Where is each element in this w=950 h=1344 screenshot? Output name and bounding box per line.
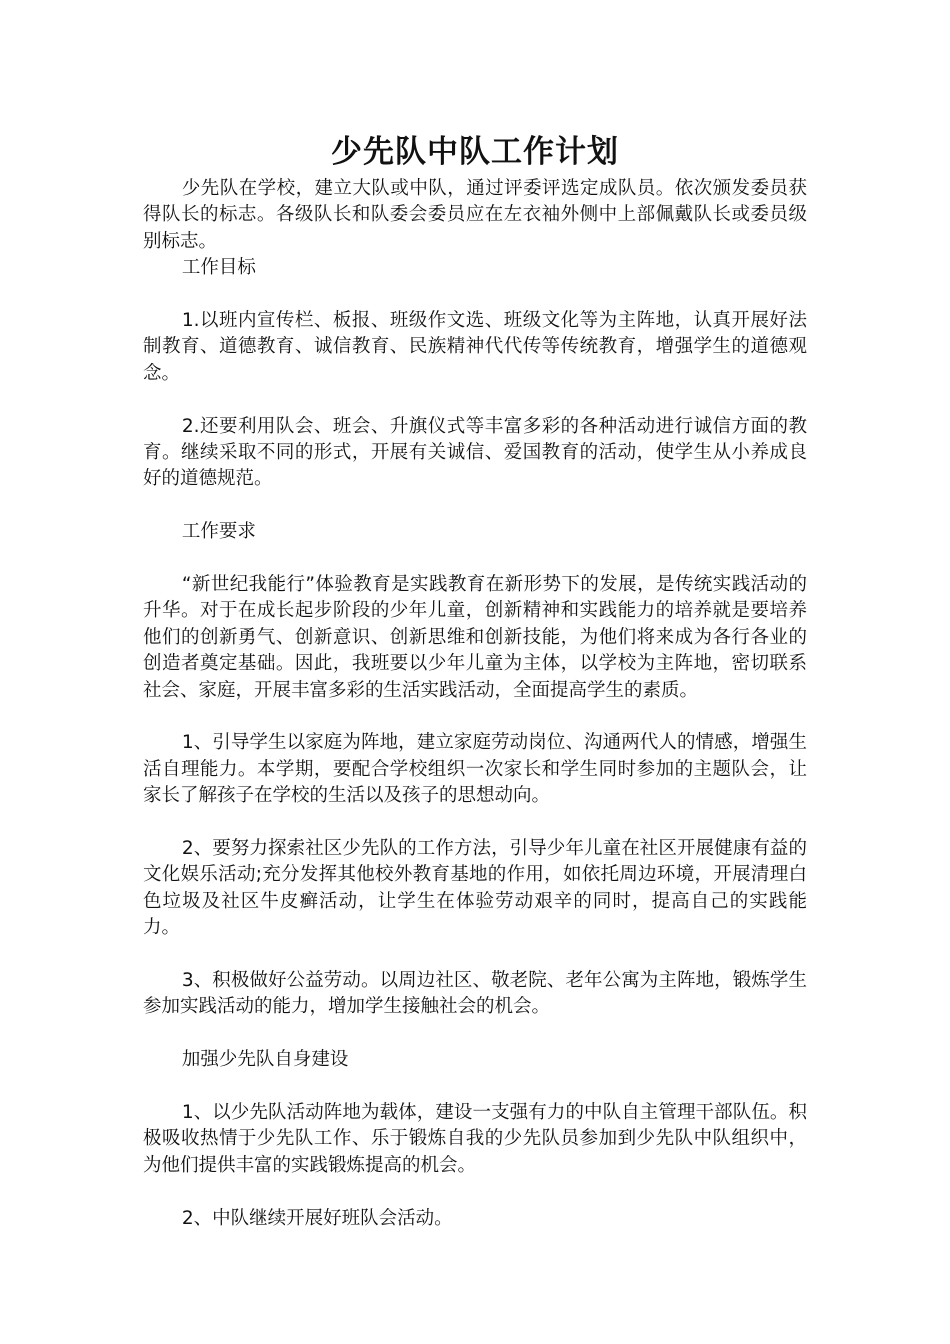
- heading-self-building: 加强少先队自身建设: [181, 1049, 349, 1071]
- paragraph-building-1: 1、以少先队活动阵地为载体，建设一支强有力的中队自主管理干部队伍。积极吸收热情于少先队工作、乐于锻炼自我的少先队员参加到少先队中队组织中，为他们提供丰富的实践锻炼提高的机会。: [143, 1102, 807, 1176]
- paragraph-building-2: 2、中队继续开展好班队会活动。: [181, 1207, 453, 1229]
- paragraph-requirement-2: 2、要努力探索社区少先队的工作方法，引导少年儿童在社区开展健康有益的文化娱乐活动;充分发挥其他校外教育基地的作用，如依托周边环境，开展清理白色垃圾及社区牛皮癣活动，让学生在体验劳动艰辛的同时，提高自己的实践能力。: [143, 838, 807, 939]
- document-body: [143, 176, 807, 1232]
- document-title: 少先队中队工作计划: [331, 134, 619, 170]
- paragraph-requirement-3: 3、积极做好公益劳动。以周边社区、敬老院、老年公寓为主阵地，锻炼学生参加实践活动的能力，增加学生接触社会的机会。: [143, 970, 807, 1018]
- paragraph-intro: 少先队在学校，建立大队或中队，通过评委评选定成队员。依次颁发委员获得队长的标志。各级队长和队委会委员应在左衣袖外侧中上部佩戴队长或委员级别标志。: [143, 178, 807, 252]
- paragraph-goal-2: 2.还要利用队会、班会、升旗仪式等丰富多彩的各种活动进行诚信方面的教育。继续采取不同的形式，开展有关诚信、爱国教育的活动，使学生从小养成良好的道德规范。: [143, 415, 807, 490]
- paragraph-requirements: “新世纪我能行”体验教育是实践教育在新形势下的发展，是传统实践活动的升华。对于在成长起步阶段的少年儿童，创新精神和实践能力的培养就是要培养他们的创新勇气、创新意识、创新思维和创新技能，为他们将来成为各行各业的创造者奠定基础。因此，我班要以少年儿童为主体，以学校为主阵地，密切联系社会、家庭，开展丰富多彩的生活实践活动，全面提高学生的素质。: [143, 574, 807, 701]
- heading-work-requirements: 工作要求: [181, 521, 256, 543]
- paragraph-requirement-1: 1、引导学生以家庭为阵地，建立家庭劳动岗位、沟通两代人的情感，增强生活自理能力。本学期，要配合学校组织一次家长和学生同时参加的主题队会，让家长了解孩子在学校的生活以及孩子的思想动向。: [143, 732, 807, 807]
- paragraph-goal-1: 1.以班内宣传栏、板报、班级作文选、班级文化等为主阵地，认真开展好法制教育、道德教育、诚信教育、民族精神代代传等传统教育，增强学生的道德观念。: [143, 310, 807, 384]
- heading-work-goals: 工作目标: [181, 257, 256, 279]
